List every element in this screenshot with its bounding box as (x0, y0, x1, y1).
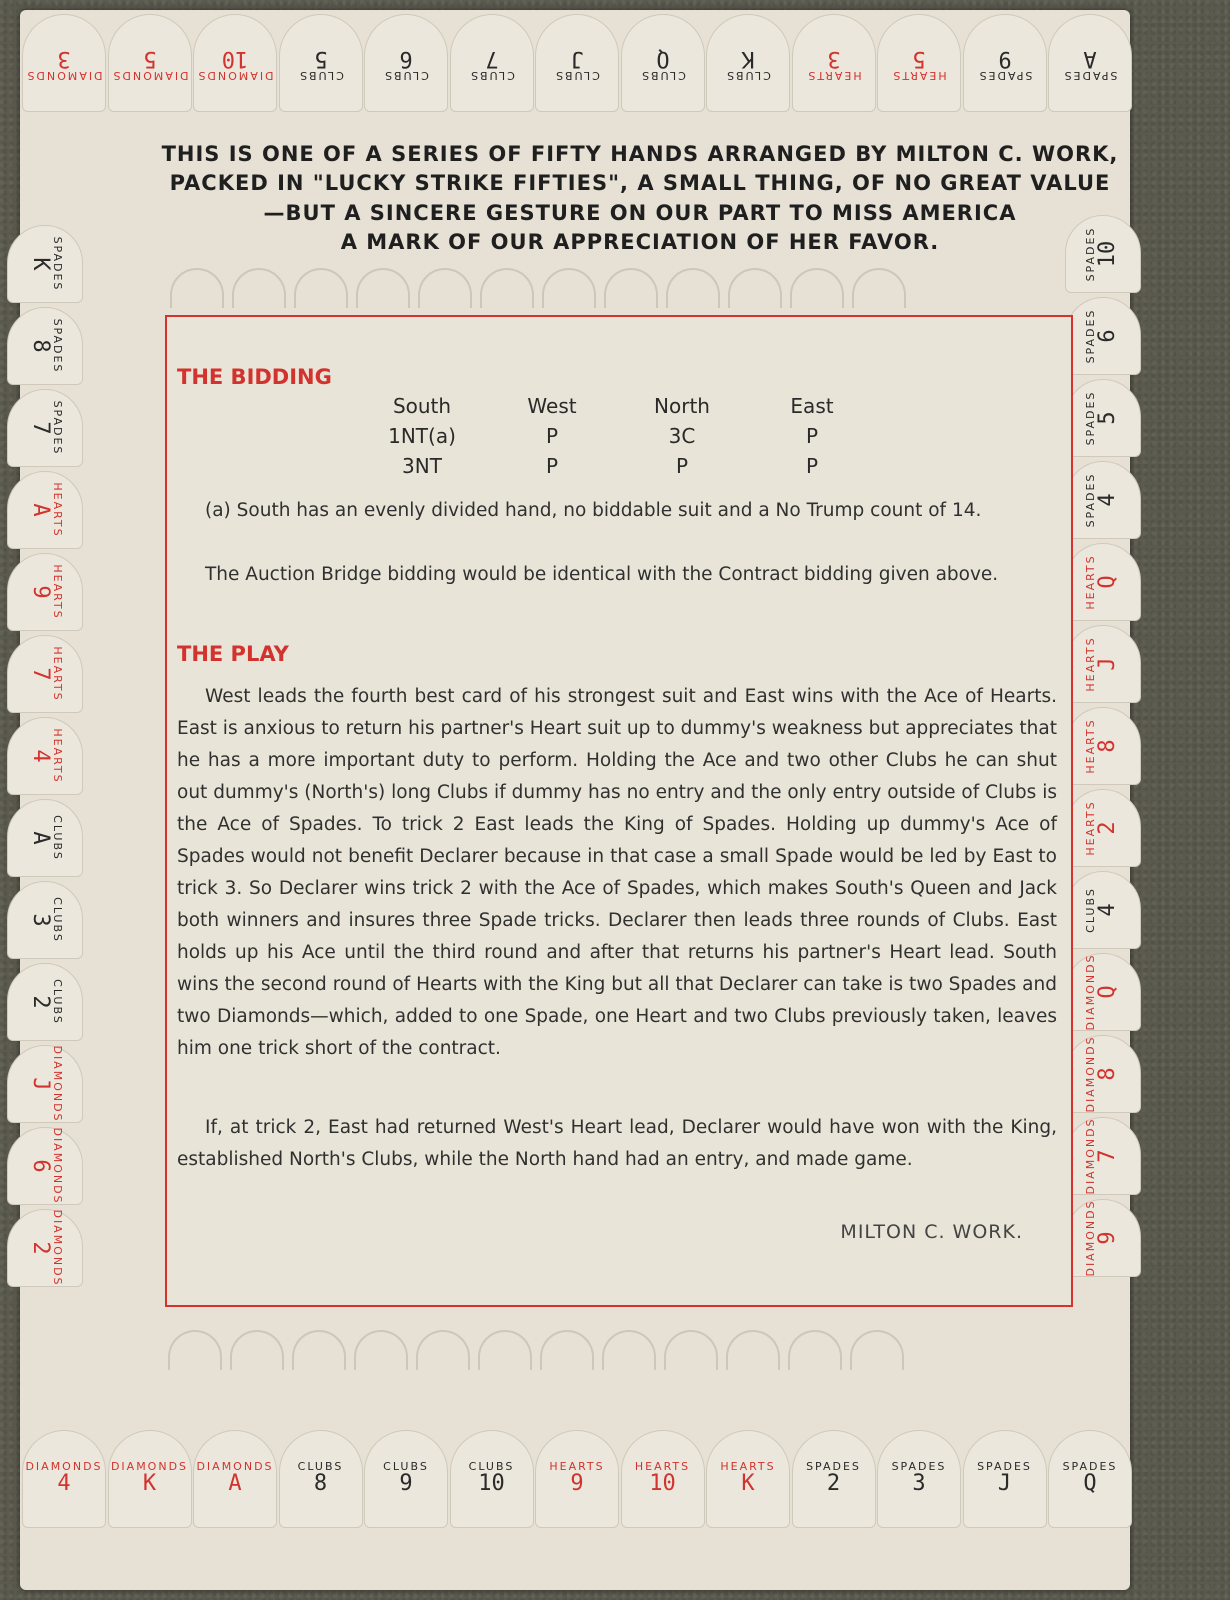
tab-rank-label: J (27, 1077, 53, 1091)
bidding-table (357, 391, 877, 481)
tab-rank-label: J (1095, 657, 1121, 671)
tab-suit-label: CLUBS (50, 979, 64, 1025)
tab-rank-label: 6 (399, 45, 413, 71)
bid-cell: 3C (668, 424, 696, 448)
tab-rank-label: 9 (997, 45, 1012, 71)
tab-rank-label: 5 (142, 45, 157, 71)
author-signature: MILTON C. WORK. (840, 1221, 1023, 1243)
slot-arch (664, 1330, 718, 1370)
col-south: South (392, 394, 452, 418)
play-heading: THE PLAY (177, 642, 289, 666)
bottom-tab-k-diamonds (108, 1430, 192, 1528)
top-tab-5-clubs (279, 14, 363, 112)
bottom-tab-10-hearts (621, 1430, 705, 1528)
top-tab-10-diamonds (193, 14, 277, 112)
tab-suit-label: SPADES (891, 1460, 947, 1474)
slot-arch (852, 268, 906, 308)
top-tab-3-diamonds (22, 14, 106, 112)
tab-suit-label: SPADES (50, 318, 64, 374)
tab-rank-label: Q (655, 45, 670, 71)
instruction-panel (165, 315, 1073, 1307)
slot-arch (170, 268, 224, 308)
left-tab-6-diamonds (7, 1127, 83, 1205)
intro-line-2: PACKED IN "LUCKY STRIKE FIFTIES", A SMALL THING, OF NO GREAT VALUE (169, 171, 1111, 196)
left-tab-8-spades (7, 307, 83, 385)
bid-cell: 1NT(a) (388, 424, 456, 448)
tab-suit-label: DIAMONDS (110, 68, 189, 82)
col-north: North (654, 394, 710, 418)
tab-suit-label: DIAMONDS (110, 1460, 189, 1474)
tab-suit-label: CLUBS (50, 815, 64, 861)
bottom-tab-3-spades (877, 1430, 961, 1528)
tab-rank-label: 3 (27, 913, 53, 927)
tab-suit-label: CLUBS (639, 68, 686, 82)
tab-suit-label: DIAMONDS (50, 1127, 64, 1205)
intro-text (140, 140, 1140, 258)
slot-arch (354, 1330, 408, 1370)
top-tab-5-hearts (877, 14, 961, 112)
left-tab-j-diamonds (7, 1045, 83, 1123)
tab-suit-label: CLUBS (297, 68, 344, 82)
slot-arch (294, 268, 348, 308)
right-tab-4-spades (1065, 461, 1141, 539)
tab-rank-label: 7 (27, 421, 53, 435)
tab-suit-label: DIAMONDS (1084, 1199, 1098, 1277)
right-tab-2-hearts (1065, 789, 1141, 867)
slot-arch (418, 268, 472, 308)
tab-rank-label: 6 (27, 1159, 53, 1173)
right-tab-5-spades (1065, 379, 1141, 457)
slot-arch (728, 268, 782, 308)
intro-line-4: A MARK OF OUR APPRECIATION OF HER FAVOR. (340, 230, 940, 255)
slot-arch (232, 268, 286, 308)
tab-rank-label: K (142, 1471, 157, 1497)
top-tab-6-clubs (364, 14, 448, 112)
tab-suit-label: HEARTS (50, 646, 64, 702)
tab-rank-label: 4 (27, 749, 53, 763)
intro-line-1: THIS IS ONE OF A SERIES OF FIFTY HANDS ARRANGED BY MILTON C. WORK, (161, 142, 1119, 166)
tab-rank-label: Q (1095, 575, 1121, 589)
tab-suit-label: HEARTS (50, 564, 64, 620)
tab-suit-label: HEARTS (50, 728, 64, 784)
tab-rank-label: 8 (27, 339, 53, 353)
tab-rank-label: 3 (57, 45, 71, 71)
slot-arch (168, 1330, 222, 1370)
tab-rank-label: J (570, 45, 584, 71)
bidding-note-auction: The Auction Bridge bidding would be identical with the Contract bidding given above. (205, 564, 999, 585)
left-tab-a-clubs (7, 799, 83, 877)
tab-rank-label: 2 (27, 995, 53, 1009)
bottom-tab-q-spades (1048, 1430, 1132, 1528)
tab-suit-label: DIAMONDS (196, 68, 274, 82)
tab-rank-label: 2 (27, 1241, 53, 1255)
right-tab-7-diamonds (1065, 1117, 1141, 1195)
tab-suit-label: HEARTS (1084, 636, 1098, 692)
bottom-tab-9-clubs (364, 1430, 448, 1528)
bidding-note-a: (a) South has an evenly divided hand, no biddable suit and a No Trump count of 14. (205, 500, 982, 521)
tab-rank-label: A (228, 1471, 242, 1497)
bottom-tab-2-spades (792, 1430, 876, 1528)
tab-suit-label: SPADES (977, 1460, 1032, 1474)
tab-rank-label: 9 (1095, 1231, 1121, 1245)
tab-rank-label: 5 (313, 45, 328, 71)
tab-suit-label: SPADES (50, 400, 64, 456)
tab-rank-label: 4 (57, 1471, 71, 1497)
tab-suit-label: HEARTS (549, 1460, 605, 1474)
left-tab-7-spades (7, 389, 83, 467)
right-tab-6-spades (1065, 297, 1141, 375)
tab-suit-label: SPADES (1084, 390, 1098, 446)
tab-suit-label: CLUBS (50, 897, 64, 943)
top-tab-a-spades (1048, 14, 1132, 112)
tab-rank-label: Q (1095, 985, 1121, 999)
tab-rank-label: K (741, 1471, 755, 1497)
tab-rank-label: 10 (649, 1471, 676, 1497)
tab-rank-label: Q (1083, 1471, 1097, 1497)
slot-arch (666, 268, 720, 308)
tab-suit-label: DIAMONDS (25, 68, 103, 82)
bidding-row (357, 451, 877, 481)
tab-rank-label: A (27, 503, 53, 517)
tab-suit-label: HEARTS (720, 1460, 776, 1474)
slot-arch (602, 1330, 656, 1370)
tab-suit-label: HEARTS (634, 1460, 691, 1474)
tab-rank-label: 3 (912, 1471, 926, 1497)
left-tab-9-hearts (7, 553, 83, 631)
right-tab-8-hearts (1065, 707, 1141, 785)
bottom-slot-arches (168, 1330, 904, 1370)
tab-rank-label: 5 (912, 45, 926, 71)
col-west: West (527, 394, 577, 418)
tab-suit-label: CLUBS (725, 68, 771, 82)
right-tab-q-diamonds (1065, 953, 1141, 1031)
bidding-row (357, 421, 877, 451)
slot-arch (480, 268, 534, 308)
tab-suit-label: DIAMONDS (50, 1045, 64, 1123)
tab-rank-label: 8 (1095, 739, 1121, 753)
tab-suit-label: CLUBS (297, 1460, 344, 1474)
bottom-tab-8-clubs (279, 1430, 363, 1528)
tab-rank-label: 8 (313, 1471, 328, 1497)
top-tab-9-spades (963, 14, 1047, 112)
tab-rank-label: 7 (1095, 1149, 1121, 1163)
tab-suit-label: DIAMONDS (1084, 953, 1098, 1031)
tab-suit-label: CLUBS (468, 68, 515, 82)
left-tab-2-clubs (7, 963, 83, 1041)
left-tab-7-hearts (7, 635, 83, 713)
bid-cell: P (545, 454, 559, 478)
col-east: East (790, 394, 834, 418)
top-tab-7-clubs (450, 14, 534, 112)
tab-suit-label: HEARTS (50, 482, 64, 538)
tab-suit-label: CLUBS (1084, 887, 1098, 933)
tab-suit-label: CLUBS (554, 68, 600, 82)
bottom-tab-10-clubs (450, 1430, 534, 1528)
slot-arch (790, 268, 844, 308)
tab-rank-label: 3 (826, 45, 841, 71)
top-slot-arches (170, 268, 906, 308)
bottom-tab-9-hearts (535, 1430, 619, 1528)
top-tab-j-clubs (535, 14, 619, 112)
bid-cell: P (805, 454, 819, 478)
tab-rank-label: 10 (221, 45, 249, 71)
tab-suit-label: DIAMONDS (196, 1460, 274, 1474)
left-tab-k-spades (7, 225, 83, 303)
slot-arch (416, 1330, 470, 1370)
bottom-tab-4-diamonds (22, 1430, 106, 1528)
tab-rank-label: A (27, 831, 53, 845)
play-paragraph-1: West leads the fourth best card of his strongest suit and East wins with the Ace of Hearts. East is anxious to return his partner's Heart suit up to dummy's weakness but appreciates that he has a more important duty to perform. Holding the Ace and two other Clubs he can shut out dummy's (North's) long Clubs if dummy has no entry and the only entry outside of Clubs is the Ace of Spades. To trick 2 East leads the King of Spades. Holding up dummy's Ace of Spades would not benefit Declarer because in that case a small Spade would be led by East to trick 3. So Declarer wins trick 2 with the Ace of Spades, which makes South's Queen and Jack both winners and insures three Spade tricks. Declarer then leads three rounds of Clubs. East holds up his Ace until the third round and after that returns his partner's Heart lead. South wins the second round of Hearts with the King but all that Declarer can take is two Spades and two Diamonds—which, added to one Spade, one Heart and two Clubs previously taken, leaves him one trick short of the contract. (177, 686, 1057, 1059)
tab-rank-label: 4 (1095, 493, 1121, 507)
tab-rank-label: 9 (570, 1471, 584, 1497)
bid-cell: P (675, 454, 689, 478)
tab-suit-label: SPADES (977, 68, 1032, 82)
slot-arch (726, 1330, 780, 1370)
tab-rank-label: A (1083, 45, 1097, 71)
tab-suit-label: HEARTS (1084, 800, 1098, 856)
right-tab-9-diamonds (1065, 1199, 1141, 1277)
right-tab-j-hearts (1065, 625, 1141, 703)
tab-rank-label: 2 (826, 1471, 841, 1497)
tab-suit-label: HEARTS (805, 68, 862, 82)
tab-suit-label: DIAMONDS (1084, 1117, 1098, 1195)
tab-rank-label: 5 (1095, 411, 1121, 425)
slot-arch (604, 268, 658, 308)
slot-arch (230, 1330, 284, 1370)
tab-rank-label: K (27, 257, 53, 271)
bottom-tab-k-hearts (706, 1430, 790, 1528)
tab-suit-label: CLUBS (468, 1460, 515, 1474)
left-tab-3-clubs (7, 881, 83, 959)
slot-arch (788, 1330, 842, 1370)
bid-cell: P (805, 424, 819, 448)
top-tab-3-hearts (792, 14, 876, 112)
slot-arch (540, 1330, 594, 1370)
tab-suit-label: CLUBS (383, 68, 429, 82)
tab-suit-label: SPADES (806, 1460, 861, 1474)
left-tab-a-hearts (7, 471, 83, 549)
tab-rank-label: 9 (399, 1471, 413, 1497)
tab-suit-label: DIAMONDS (1084, 1035, 1098, 1113)
slot-arch (478, 1330, 532, 1370)
tab-rank-label: 9 (27, 585, 53, 599)
top-tab-q-clubs (621, 14, 705, 112)
intro-line-3: —BUT A SINCERE GESTURE ON OUR PART TO MISS AMERICA (263, 200, 1017, 225)
top-tab-5-diamonds (108, 14, 192, 112)
slot-arch (292, 1330, 346, 1370)
bidding-heading: THE BIDDING (177, 365, 332, 389)
tab-suit-label: CLUBS (383, 1460, 429, 1474)
bid-cell: P (545, 424, 559, 448)
tab-suit-label: SPADES (1062, 1460, 1118, 1474)
left-tab-4-hearts (7, 717, 83, 795)
play-paragraph-2: If, at trick 2, East had returned West's Heart lead, Declarer would have won with the King, established North's Clubs, while the North hand had an entry, and made game. (177, 1117, 1057, 1170)
top-tab-k-clubs (706, 14, 790, 112)
tab-suit-label: HEARTS (1084, 554, 1098, 610)
right-tab-8-diamonds (1065, 1035, 1141, 1113)
tab-rank-label: 7 (27, 667, 53, 681)
tab-suit-label: HEARTS (891, 68, 947, 82)
tab-rank-label: 10 (1095, 240, 1121, 268)
tab-suit-label: HEARTS (1084, 718, 1098, 774)
tab-suit-label: SPADES (50, 236, 64, 292)
tab-suit-label: DIAMONDS (50, 1209, 64, 1287)
tab-suit-label: SPADES (1084, 308, 1098, 364)
tab-rank-label: K (741, 45, 755, 71)
slot-arch (356, 268, 410, 308)
tab-rank-label: 10 (478, 1471, 505, 1497)
tab-rank-label: 7 (484, 45, 499, 71)
bid-cell: 3NT (402, 454, 442, 478)
tab-suit-label: SPADES (1084, 226, 1098, 282)
tab-suit-label: DIAMONDS (25, 1460, 103, 1474)
bidding-header-row (357, 391, 877, 421)
right-tab-q-hearts (1065, 543, 1141, 621)
bridge-hand-card (20, 10, 1130, 1590)
tab-rank-label: 8 (1095, 1067, 1121, 1081)
bottom-tab-j-spades (963, 1430, 1047, 1528)
left-tab-2-diamonds (7, 1209, 83, 1287)
tab-suit-label: SPADES (1062, 68, 1118, 82)
tab-suit-label: SPADES (1084, 472, 1098, 528)
right-tab-4-clubs (1065, 871, 1141, 949)
tab-rank-label: J (997, 1471, 1012, 1497)
tab-rank-label: 4 (1095, 903, 1121, 917)
slot-arch (850, 1330, 904, 1370)
bottom-tab-a-diamonds (193, 1430, 277, 1528)
tab-rank-label: 6 (1095, 329, 1121, 343)
tab-rank-label: 2 (1095, 821, 1121, 835)
slot-arch (542, 268, 596, 308)
